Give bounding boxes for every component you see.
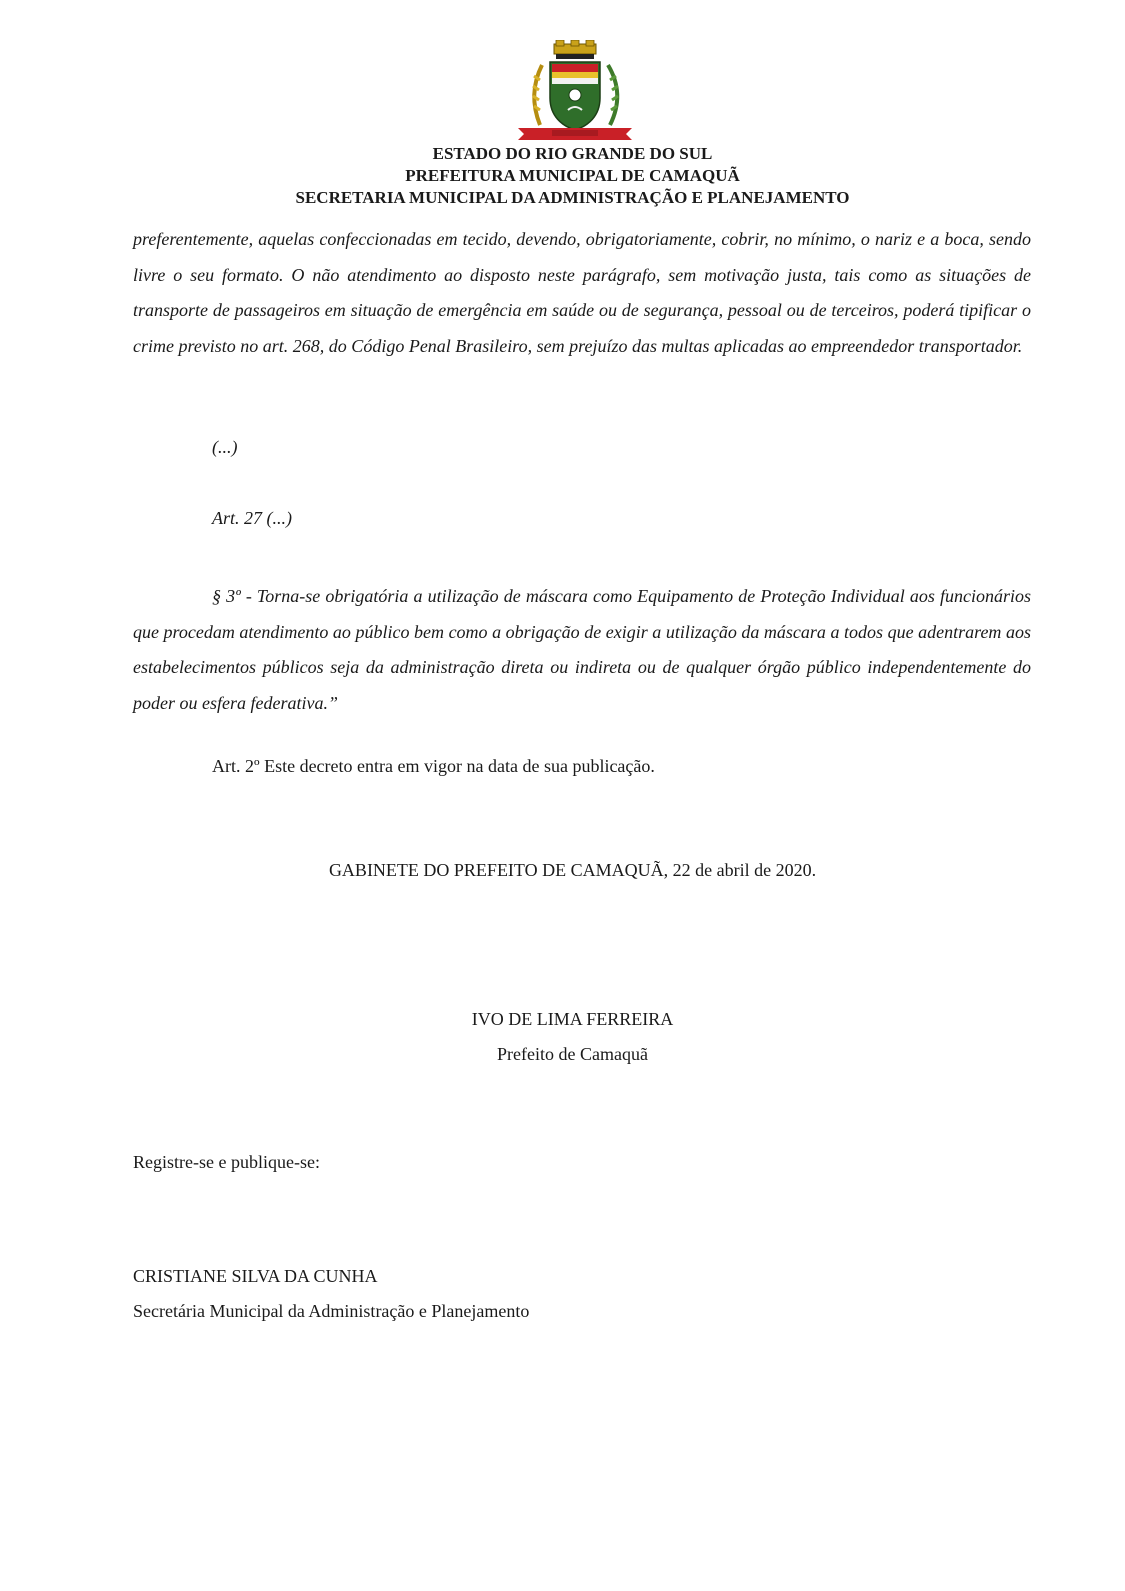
registre-line: Registre-se e publique-se: xyxy=(133,1152,320,1172)
header-state: ESTADO DO RIO GRANDE DO SUL xyxy=(432,144,713,163)
intro-paragraph: preferentemente, aquelas confeccionadas em tecido, devendo, obrigatoriamente, cobrir, no mínimo, o nariz e a boca, sendo livre o seu formato. O não atendimento ao disposto neste parágrafo, sem motivação justa, tais como as situações de transporte de passageiros em situação de emergência em saúde ou de segurança, pessoal ou de terceiros, poderá tipificar o crime previsto no art. 268, do Código Penal Brasileiro, sem prejuízo das multas aplicadas ao empreendedor transportador. xyxy=(133,229,1031,356)
mayor-title: Prefeito de Camaquã xyxy=(497,1044,648,1064)
municipal-crest-logo xyxy=(510,40,640,140)
mayor-signature-block xyxy=(0,1002,1125,1072)
mayor-name: IVO DE LIMA FERREIRA xyxy=(471,1009,674,1029)
secretary-name: CRISTIANE SILVA DA CUNHA xyxy=(133,1266,378,1286)
header-prefecture: PREFEITURA MUNICIPAL DE CAMAQUÃ xyxy=(405,166,740,185)
secretary-title: Secretária Municipal da Administração e Planejamento xyxy=(133,1301,530,1321)
paragraph-3: § 3º - Torna-se obrigatória a utilização de máscara como Equipamento de Proteção Individual aos funcionários que procedam atendimento ao público bem como a obrigação de exigir a utilização da máscara a todos que adentrarem aos estabelecimentos públicos seja da administração direta ou indireta ou de qualquer órgão público independentemente do poder ou esfera federativa.” xyxy=(133,586,1031,713)
header-secretariat: SECRETARIA MUNICIPAL DA ADMINISTRAÇÃO E PLANEJAMENTO xyxy=(295,188,850,207)
article-27-line: Art. 27 (...) xyxy=(212,508,292,528)
ellipsis-line: (...) xyxy=(212,437,238,457)
article-2-line: Art. 2º Este decreto entra em vigor na data de sua publicação. xyxy=(212,756,655,776)
document-header xyxy=(0,143,1125,209)
gabinete-date-line: GABINETE DO PREFEITO DE CAMAQUÃ, 22 de abril de 2020. xyxy=(328,860,817,880)
secretary-signature-block xyxy=(133,1259,1031,1329)
